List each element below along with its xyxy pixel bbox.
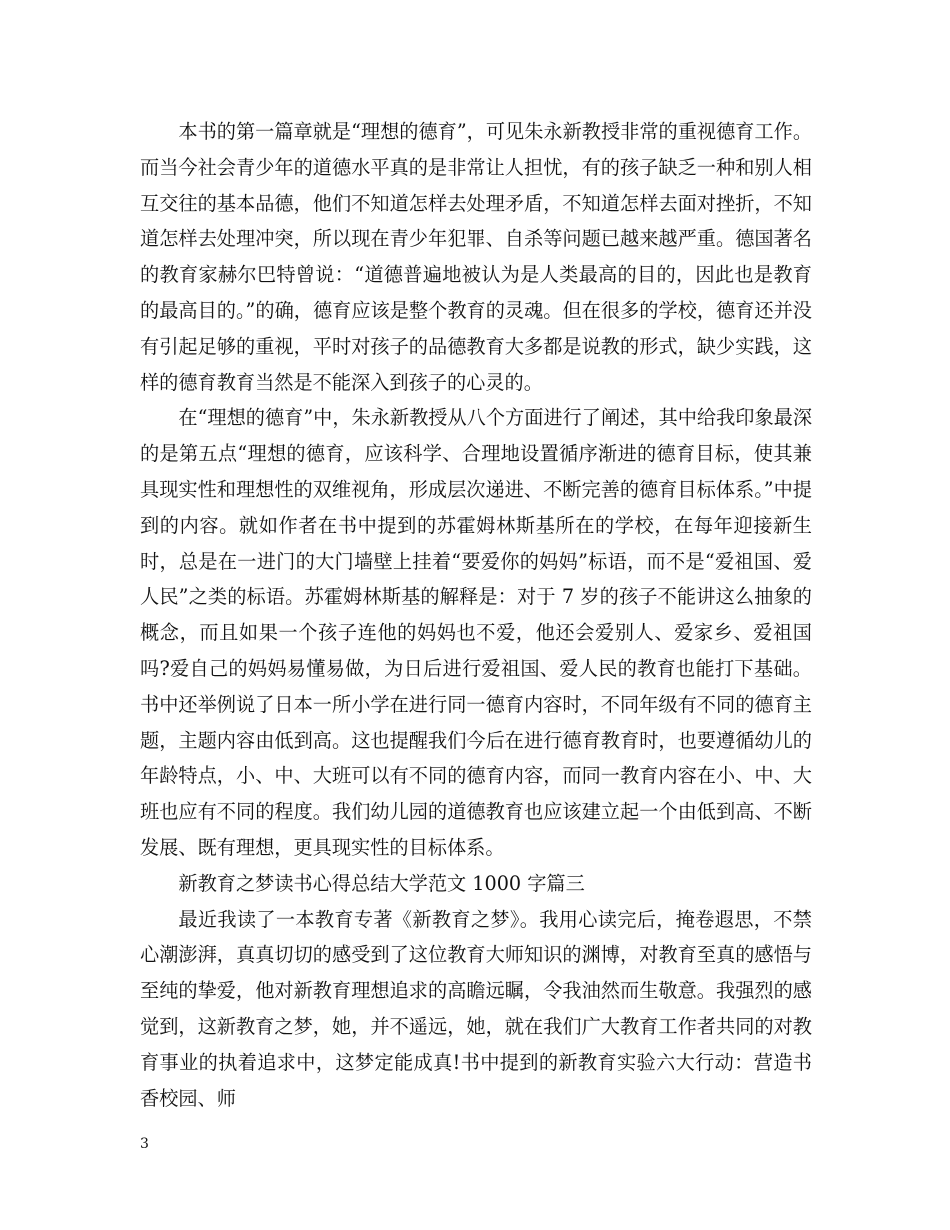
body-paragraph-2: 在“理想的德育”中，朱永新教授从八个方面进行了阐述，其中给我印象最深的是第五点“理想的德育，应该科学、合理地设置循序渐进的德育目标，使其兼具现实性和理想性的双维视角，形成层次递进、不断完善的德育目标体系。”中提到的内容。就如作者在书中提到的苏霍姆林斯基所在的学校，在每年迎接新生时，总是在一进门的大门墙壁上挂着“要爱你的妈妈”标语，而不是“爱祖国、爱人民”之类的标语。苏霍姆林斯基的解释是：对于 7 岁的孩子不能讲这么抽象的概念，而且如果一个孩子连他的妈妈也不爱，他还会爱别人、爱家乡、爱祖国吗?爱自己的妈妈易懂易做，为日后进行爱祖国、爱人民的教育也能打下基础。书中还举例说了日本一所小学在进行同一德育内容时，不同年级有不同的德育主题，主题内容由低到高。这也提醒我们今后在进行德育教育时，也要遵循幼儿的年龄特点，小、中、大班可以有不同的德育内容，而同一教育内容在小、中、大班也应有不同的程度。我们幼儿园的道德教育也应该建立起一个由低到高、不断发展、既有理想，更具现实性的目标体系。 <box>140 406 813 859</box>
body-paragraph-1: 本书的第一篇章就是“理想的德育”，可见朱永新教授非常的重视德育工作。而当今社会青少年的道德水平真的是非常让人担忧，有的孩子缺乏一种和别人相互交往的基本品德，他们不知道怎样去处理矛盾，不知道怎样去面对挫折，不知道怎样去处理冲突，所以现在青少年犯罪、自杀等问题已越来越严重。德国著名的教育家赫尔巴特曾说：“道德普遍地被认为是人类最高的目的，因此也是教育的最高目的。”的确，德育应该是整个教育的灵魂。但在很多的学校，德育还并没有引起足够的重视，平时对孩子的品德教育大多都是说教的形式，缺少实践，这样的德育教育当然是不能深入到孩子的心灵的。 <box>140 120 813 394</box>
document-body <box>140 114 812 1116</box>
body-paragraph-3: 最近我读了一本教育专著《新教育之梦》。我用心读完后，掩卷遐思，不禁心潮澎湃，真真切切的感受到了这位教育大师知识的渊博，对教育至真的感悟与至纯的挚爱，他对新教育理想追求的高瞻远瞩，令我油然而生敬意。我强烈的感觉到，这新教育之梦，她，并不遥远，她，就在我们广大教育工作者共同的对教育事业的执着追求中，这梦定能成真!书中提到的新教育实验六大行动：营造书香校园、师 <box>140 907 812 1110</box>
page-number: 3 <box>140 1136 149 1152</box>
section-heading: 新教育之梦读书心得总结大学范文 1000 字篇三 <box>178 871 585 895</box>
